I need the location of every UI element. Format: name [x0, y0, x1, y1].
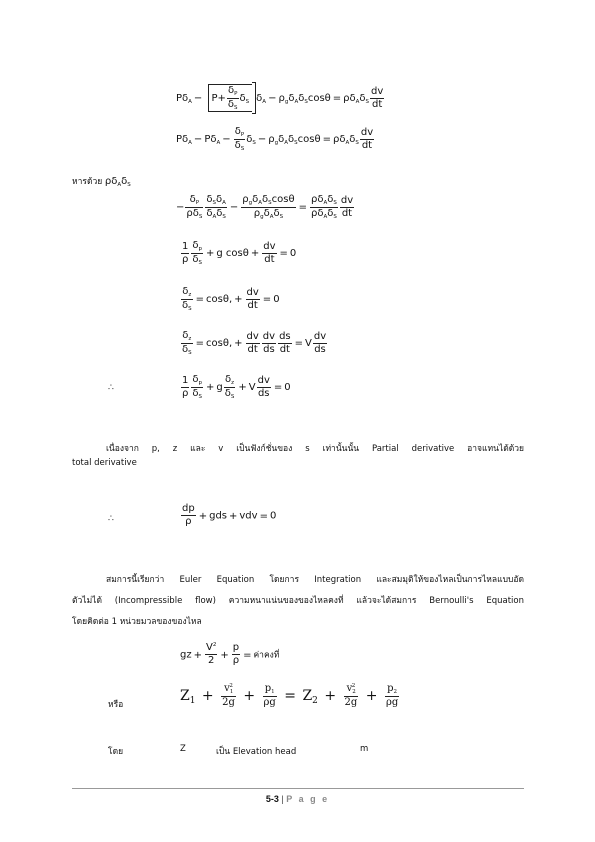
- constant-text: ค่าคงที่: [253, 650, 280, 661]
- therefore-symbol-2: ∴: [108, 514, 114, 524]
- therefore-symbol-1: ∴: [108, 383, 114, 393]
- equation-5: $\frac{\delta_z}{\delta_S}$ = cosθ, + $\frac{dv}{dt}$ = 0: [182, 286, 280, 312]
- page-footer: [0, 794, 595, 804]
- bernoulli-equation: $Z_1$ + $\frac{v_1^2}{2g}$ + $\frac{p_1}{\rho g}$ = $Z_2$ + $\frac{v_2^2}{2g}$ + $\frac{p_2}{\rho g}$: [180, 683, 399, 708]
- equation-1: $P\delta_A - P+$ $\frac{\delta_P}{\delta_S}$ $\delta_S$ $\delta_A - \rho_g\delta_A\delta_S\cos\theta = \rho\delta_A\delta_S$ $\frac{dv}{dt}$: [176, 82, 385, 114]
- paragraph-2-line-1: สมการนี้เรียกว่า Euler Equation โดยการ Integration และสมมุติให้ของไหลเป็นการไหลแบบอัด: [106, 575, 524, 585]
- equation-3: − $\frac{\delta_P}{\rho\delta_S}$ $\frac{\delta_S\delta_A}{\delta_A\delta_S}$ − $\frac{\rho_g\delta_A\delta_S\cos\theta}{\rho_g\delta_A\delta_S}$ = $\frac{\rho\delta_A\delta_S}{\rho\delta_A\delta_S}$ $\frac{dv}{dt}$: [176, 194, 354, 220]
- divide-by-label: หารด้วย $\rho\delta_A\delta_S$: [72, 176, 131, 188]
- or-label: หรือ: [108, 700, 124, 710]
- where-label: โดย: [108, 747, 124, 757]
- equation-9: gz + $\frac{V^2}{2}$ + $\frac{p}{\rho}$ = ค่าคงที่: [180, 642, 280, 666]
- definition-text: เป็น Elevation head: [216, 747, 297, 757]
- footer-rule: [72, 788, 524, 789]
- definition-unit: m: [360, 744, 369, 754]
- equation-6: $\frac{\delta_z}{\delta_S}$ = cosθ, + $\frac{dv}{dt}$ $\frac{dv}{ds}$ $\frac{ds}{dt}$ = V $\frac{dv}{ds}$: [182, 330, 327, 356]
- equation-2: $P\delta_A - P\delta_A$ − $\frac{\delta_P}{\delta_S}$ $\delta_S - \rho_g\delta_A\delta_S\cos\theta = \rho\delta_A\delta_S$ $\frac{dv}{dt}$: [176, 126, 374, 152]
- paragraph-partial-derivative: [72, 442, 524, 470]
- equation-8: $\frac{dp}{\rho}$ + gds + vdv = 0: [182, 503, 277, 527]
- paragraph-2-line-3: โดยคิดต่อ 1 หน่วยมวลของของไหล: [72, 617, 202, 627]
- paragraph-1-line-2: total derivative: [72, 458, 137, 468]
- equation-4: $\frac{1}{\rho}$ $\frac{\delta_p}{\delta_S}$ + g cosθ + $\frac{dv}{dt}$ = 0: [182, 240, 297, 266]
- divide-by-text: หารด้วย: [72, 177, 103, 187]
- paragraph-2-line-2: ตัวไม่ได้ (Incompressible flow) ความหนาแน่นของของไหลคงที่ แล้วจะได้สมการ Bernoulli's Equation: [72, 596, 524, 606]
- definition-symbol: Z: [180, 744, 186, 754]
- paragraph-1-line-1: เนื่องจาก p, z และ v เป็นฟังก์ชั่นของ s เท่านั้นนั้น Partial derivative อาจแทนได้ด้วย: [106, 444, 524, 454]
- paragraph-euler-equation: [72, 570, 524, 633]
- page-number: 5-3: [265, 794, 279, 804]
- equation-7: $\frac{1}{\rho}$ $\frac{\delta_p}{\delta_S}$ + g $\frac{\delta_z}{\delta_S}$ + V $\frac{dv}{ds}$ = 0: [182, 374, 291, 400]
- footer-separator: |: [281, 794, 284, 804]
- page-word: P a g e: [286, 794, 330, 804]
